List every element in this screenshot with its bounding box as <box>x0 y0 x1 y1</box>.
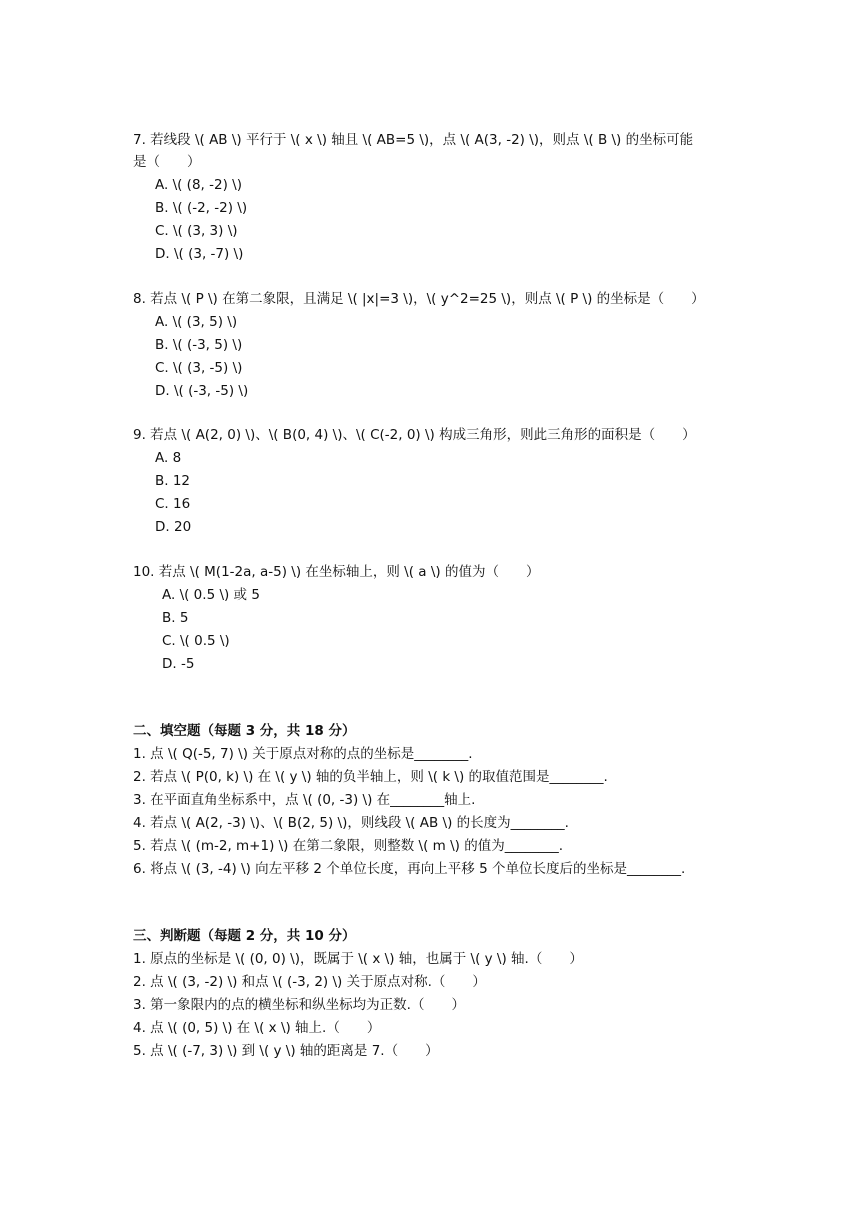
question-9-option-d: D. 20 <box>155 519 192 535</box>
judge-item-5: 5. 点 \( (-7, 3) \) 到 \( y \) 轴的距离是 7.（ ） <box>133 1043 439 1059</box>
question-10-option-b: B. 5 <box>162 610 189 626</box>
judge-item-1: 1. 原点的坐标是 \( (0, 0) \)，既属于 \( x \) 轴，也属于 \( y \) 轴.（ ） <box>133 951 583 967</box>
judge-item-4: 4. 点 \( (0, 5) \) 在 \( x \) 轴上.（ ） <box>133 1020 381 1036</box>
judge-item-2: 2. 点 \( (3, -2) \) 和点 \( (-3, 2) \) 关于原点对称.（ ） <box>133 974 486 990</box>
question-7-option-b: B. \( (-2, -2) \) <box>155 200 248 216</box>
question-10-stem: 10. 若点 \( M(1-2a, a-5) \) 在坐标轴上，则 \( a \) 的值为（ ） <box>133 564 540 580</box>
fill-section-heading: 二、填空题（每题 3 分，共 18 分） <box>133 723 356 739</box>
question-7-stem: 7. 若线段 \( AB \) 平行于 \( x \) 轴且 \( AB=5 \)，点 \( A(3, -2) \)，则点 \( B \) 的坐标可能 <box>133 132 694 148</box>
question-7-stem-continued: 是（ ） <box>133 154 201 170</box>
judge-item-3: 3. 第一象限内的点的横坐标和纵坐标均为正数.（ ） <box>133 997 465 1013</box>
question-10-option-d: D. -5 <box>162 656 195 672</box>
question-9-option-c: C. 16 <box>155 496 191 512</box>
question-10-option-a: A. \( 0.5 \) 或 5 <box>162 587 260 603</box>
question-7-option-d: D. \( (3, -7) \) <box>155 246 244 262</box>
question-8-option-c: C. \( (3, -5) \) <box>155 360 243 376</box>
fill-item-1: 1. 点 \( Q(-5, 7) \) 关于原点对称的点的坐标是________. <box>133 746 473 762</box>
question-9-option-b: B. 12 <box>155 473 191 489</box>
fill-item-3: 3. 在平面直角坐标系中，点 \( (0, -3) \) 在________轴上. <box>133 792 476 808</box>
question-8-stem: 8. 若点 \( P \) 在第二象限，且满足 \( |x|=3 \)，\( y^2=25 \)，则点 \( P \) 的坐标是（ ） <box>133 291 705 307</box>
question-10-option-c: C. \( 0.5 \) <box>162 633 230 649</box>
question-7-option-c: C. \( (3, 3) \) <box>155 223 238 239</box>
fill-item-5: 5. 若点 \( (m-2, m+1) \) 在第二象限，则整数 \( m \) 的值为________. <box>133 838 563 854</box>
judge-section-heading: 三、判断题（每题 2 分，共 10 分） <box>133 928 356 944</box>
fill-item-6: 6. 将点 \( (3, -4) \) 向左平移 2 个单位长度，再向上平移 5 个单位长度后的坐标是________. <box>133 861 686 877</box>
question-8-option-a: A. \( (3, 5) \) <box>155 314 238 330</box>
question-8-option-b: B. \( (-3, 5) \) <box>155 337 243 353</box>
question-7-option-a: A. \( (8, -2) \) <box>155 177 242 193</box>
fill-item-2: 2. 若点 \( P(0, k) \) 在 \( y \) 轴的负半轴上，则 \( k \) 的取值范围是________. <box>133 769 608 785</box>
question-9-option-a: A. 8 <box>155 450 182 466</box>
fill-item-4: 4. 若点 \( A(2, -3) \)、\( B(2, 5) \)，则线段 \( AB \) 的长度为________. <box>133 815 569 831</box>
question-8-option-d: D. \( (-3, -5) \) <box>155 383 249 399</box>
question-9-stem: 9. 若点 \( A(2, 0) \)、\( B(0, 4) \)、\( C(-2, 0) \) 构成三角形，则此三角形的面积是（ ） <box>133 427 696 443</box>
